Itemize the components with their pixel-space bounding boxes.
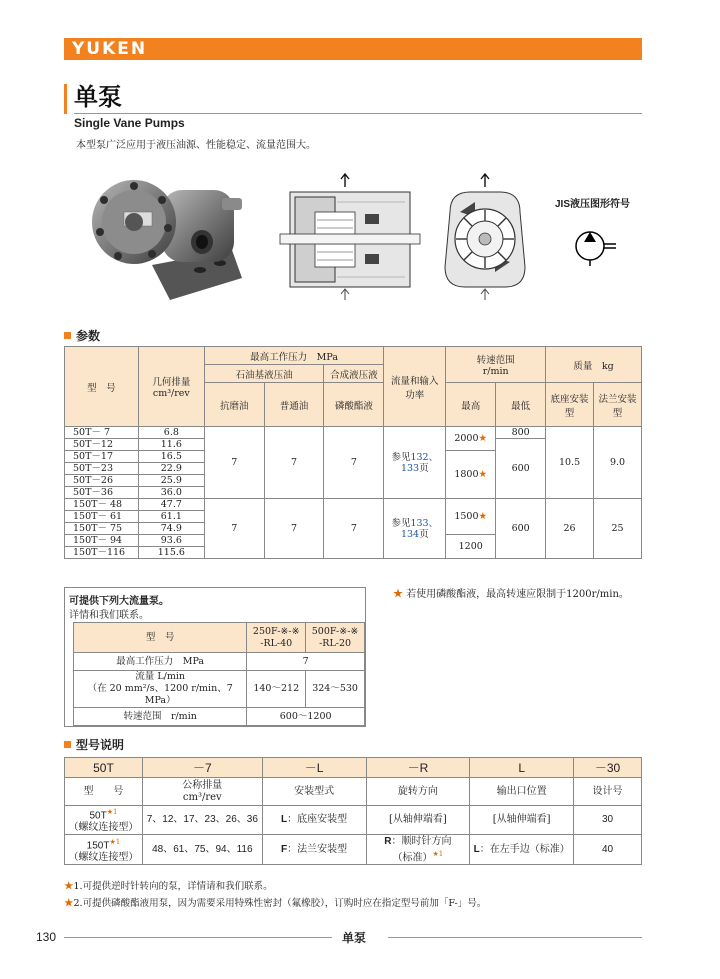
model-cell: 50T－36 [65, 487, 139, 499]
col-displacement: 几何排量 cm³/rev [138, 347, 204, 427]
displacement-cell: 11.6 [138, 439, 204, 451]
col-max-pressure: 最高工作压力 MPa [204, 347, 384, 365]
col-speed-max: 最高 [446, 383, 496, 427]
speed-max-cell: 1500★ [446, 499, 496, 535]
rotation-view: [从轴伸端看] [366, 806, 470, 835]
model-cell: 150T－ 94 [65, 535, 139, 547]
pressure-value: 7 [247, 653, 365, 671]
cutaway-front-view [430, 172, 540, 302]
star-icon: ★ [64, 881, 74, 892]
speed-min-cell: 800 [496, 427, 546, 439]
pressure-cell: 7 [264, 427, 324, 499]
flow-label: 流量 L/min （在 20 mm²/s、1200 r/min、7 MPa） [74, 671, 247, 708]
label-mount: 安装型式 [262, 778, 366, 806]
col-ordinary: 普通油 [264, 383, 324, 427]
displacement-cell: 93.6 [138, 535, 204, 547]
page-title: 单泵 [74, 83, 122, 111]
label-displacement: 公称排量 cm³/rev [142, 778, 262, 806]
col-anti-wear: 抗磨油 [204, 383, 264, 427]
col-flange: 法兰安装型 [594, 383, 642, 427]
ref-pages: 132、133 [400, 451, 439, 474]
table-row [65, 427, 642, 439]
large-flow-table [73, 622, 365, 726]
model-250f: 250F-※-※ -RL-40 [247, 623, 306, 653]
model-code-table [64, 757, 642, 865]
model-cell: 150T－116 [65, 547, 139, 559]
model-cell: 50T－ 7 [65, 427, 139, 439]
model-cell: 50T－23 [65, 463, 139, 475]
pressure-cell: 7 [324, 427, 384, 499]
speed-value: 600～1200 [247, 708, 365, 726]
table-row [65, 835, 642, 865]
displacement-cell: 16.5 [138, 451, 204, 463]
model-cell: 50T－26 [65, 475, 139, 487]
table-row [65, 499, 642, 511]
star-icon: ★ [478, 469, 488, 480]
model-cell: 150T－ 75 [65, 523, 139, 535]
footnote-1: ★1.可提供逆时针转向的泵，详情请和我们联系。 [64, 881, 273, 892]
col-speed-range: 转速范围 r/min [446, 347, 546, 383]
pressure-cell: 7 [264, 499, 324, 559]
col-model: 型 号 [74, 623, 247, 653]
pressure-cell: 7 [204, 499, 264, 559]
label-model: 型 号 [65, 778, 143, 806]
jis-symbol-label: JIS液压图形符号 [555, 199, 631, 210]
displacement-cell: 47.7 [138, 499, 204, 511]
code-design: －30 [574, 758, 642, 778]
label-design: 设计号 [574, 778, 642, 806]
pressure-label: 最高工作压力 MPa [74, 653, 247, 671]
mount-foot: L：底座安装型 [262, 806, 366, 835]
label-rotation: 旋转方向 [366, 778, 470, 806]
outlet-left: L：在左手边（标准） [470, 835, 574, 865]
speed-max-cell: 1200 [446, 535, 496, 559]
col-synthetic: 合成液压液 [324, 365, 384, 383]
code-series: 50T [65, 758, 143, 778]
flow-ref-cell: 参见132、133页 [384, 427, 446, 499]
intro-text: 本型泵广泛应用于液压油源、性能稳定、流量范围大。 [76, 140, 316, 151]
flow-ref-cell: 参见133、134页 [384, 499, 446, 559]
model-50t: $50T^{★1}$ （螺纹连接型） [65, 806, 143, 835]
params-table [64, 346, 642, 559]
col-model: 型 号 [65, 347, 139, 427]
speed-min-cell: 600 [496, 439, 546, 499]
col-phosphate: 磷酸酯液 [324, 383, 384, 427]
col-petroleum: 石油基液压油 [204, 365, 324, 383]
params-note: ★ 若使用磷酸酯液，最高转速应限制于1200r/min。 [393, 589, 629, 600]
flow-value: 324～530 [306, 671, 365, 708]
code-rotation: －R [366, 758, 470, 778]
design-40: 40 [574, 835, 642, 865]
model-cell: 150T－ 61 [65, 511, 139, 523]
speed-max-cell: 1800★ [446, 451, 496, 499]
design-30: 30 [574, 806, 642, 835]
code-displacement: －7 [142, 758, 262, 778]
displacement-cell: 115.6 [138, 547, 204, 559]
star-icon: ★ [478, 511, 488, 522]
footer-title: 单泵 [342, 931, 367, 945]
mass-foot-cell: 26 [546, 499, 594, 559]
model-cell: 50T－17 [65, 451, 139, 463]
col-mass: 质量 kg [546, 347, 642, 383]
pressure-cell: 7 [204, 427, 264, 499]
rotation-cw: R：顺时针方向 （标准）$^{★1}$ [366, 835, 470, 865]
displacement-cell: 61.1 [138, 511, 204, 523]
mount-flange: F：法兰安装型 [262, 835, 366, 865]
code-mount: －L [262, 758, 366, 778]
pressure-cell: 7 [324, 499, 384, 559]
cutaway-side-view [275, 172, 425, 302]
model-cell: 150T－ 48 [65, 499, 139, 511]
large-flow-subtitle: 详情和我们联系。 [69, 610, 149, 621]
footer-rule [64, 937, 332, 938]
footer-rule [388, 937, 642, 938]
mass-foot-cell: 10.5 [546, 427, 594, 499]
mass-flange-cell: 9.0 [594, 427, 642, 499]
col-flow-power: 流量和输入功率 [384, 347, 446, 427]
star-icon: ★ [393, 589, 407, 600]
star-icon: ★ [478, 433, 488, 444]
model-cell: 50T－12 [65, 439, 139, 451]
displacement-cell: 36.0 [138, 487, 204, 499]
ref-pages: 133、134 [400, 517, 439, 540]
model-code-heading: 型号说明 [64, 738, 124, 752]
model-500f: 500F-※-※ -RL-20 [306, 623, 365, 653]
page-subtitle: Single Vane Pumps [74, 116, 185, 130]
col-foot: 底座安装型 [546, 383, 594, 427]
brand-logo: YUKEN [72, 39, 148, 59]
speed-max-cell: 2000★ [446, 427, 496, 451]
title-accent [64, 84, 67, 114]
params-heading: 参数 [64, 329, 100, 343]
displacement-list: 48、61、75、94、116 [142, 835, 262, 865]
pump-photo [82, 160, 250, 312]
model-150t: $150T^{★1}$ （螺纹连接型） [65, 835, 143, 865]
displacement-cell: 74.9 [138, 523, 204, 535]
code-outlet: L [470, 758, 574, 778]
label-outlet: 输出口位置 [470, 778, 574, 806]
displacement-list: 7、12、17、23、26、36 [142, 806, 262, 835]
mass-flange-cell: 25 [594, 499, 642, 559]
displacement-cell: 6.8 [138, 427, 204, 439]
displacement-cell: 25.9 [138, 475, 204, 487]
flow-value: 140～212 [247, 671, 306, 708]
footnote-2: ★2.可提供磷酸酯液用泵，因为需要采用特殊性密封（氟橡胶），订购时应在指定型号前加「F-」号。 [64, 898, 487, 909]
star-icon: ★ [64, 898, 74, 909]
title-rule [74, 113, 642, 114]
large-flow-pumps-box [64, 587, 366, 727]
brand-bar [64, 38, 642, 60]
outlet-view: [从轴伸端看] [470, 806, 574, 835]
page-number: 130 [36, 930, 57, 944]
col-speed-min: 最低 [496, 383, 546, 427]
displacement-cell: 22.9 [138, 463, 204, 475]
speed-label: 转速范围 r/min [74, 708, 247, 726]
speed-min-cell: 600 [496, 499, 546, 559]
table-row [65, 806, 642, 835]
large-flow-title: 可提供下列大流量泵。 [69, 596, 169, 607]
jis-pump-symbol [570, 226, 618, 266]
